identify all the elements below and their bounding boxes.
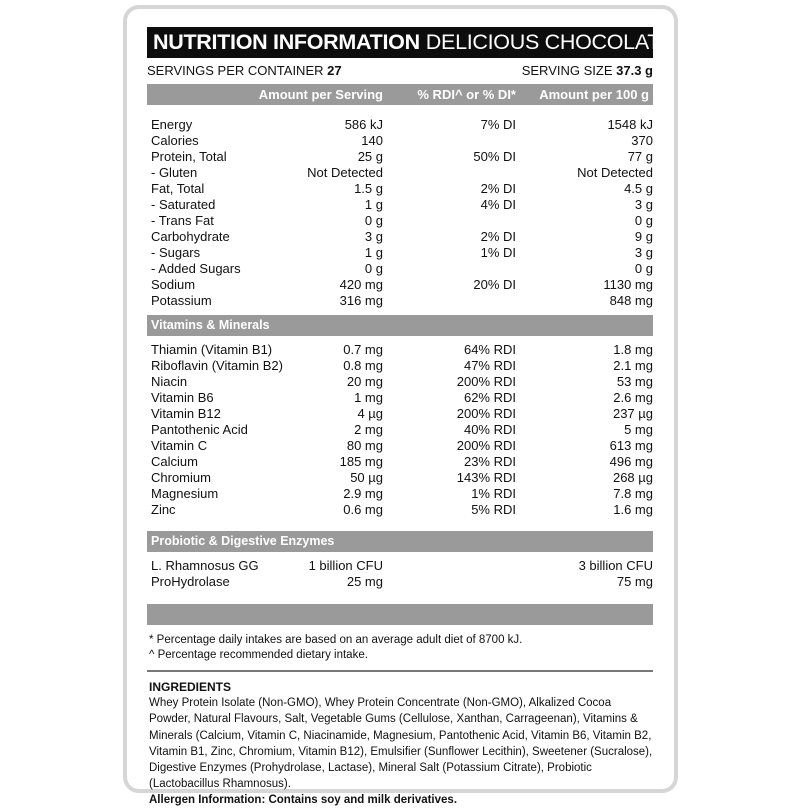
nutrient-name: Protein, Total (151, 149, 227, 164)
rdi-percent: 5% RDI (471, 502, 516, 517)
nutrition-panel (123, 5, 678, 807)
rdi-percent: 143% RDI (456, 470, 516, 485)
amount-per-serving: 0.6 mg (343, 502, 383, 517)
nutrient-row (147, 181, 653, 197)
amount-per-100g: 5 mg (624, 422, 653, 437)
vitamin-row (147, 470, 653, 486)
amount-per-100g: 0 g (634, 213, 653, 228)
amount-per-100g: 3 billion CFU (578, 558, 653, 573)
nutrient-name: Calories (151, 133, 199, 148)
amount-per-serving: 1 g (364, 245, 383, 260)
nutrient-name: Zinc (151, 502, 176, 517)
amount-per-100g: 613 mg (609, 438, 653, 453)
probiotic-section-header: Probiotic & Digestive Enzymes (147, 531, 653, 552)
serving-size-label: SERVING SIZE (521, 63, 613, 78)
footnotes (147, 633, 653, 662)
amount-per-serving: 1 billion CFU (308, 558, 383, 573)
rdi-percent: 23% RDI (463, 454, 516, 469)
nutrient-name: Fat, Total (151, 181, 205, 196)
nutrient-name: Calcium (151, 454, 198, 469)
probiotic-table (147, 558, 653, 590)
nutrient-name: Pantothenic Acid (151, 422, 248, 437)
nutrient-name: Thiamin (Vitamin B1) (151, 342, 273, 357)
nutrient-row (147, 261, 653, 277)
amount-per-serving: 586 kJ (344, 117, 383, 132)
rdi-percent: 20% DI (473, 277, 516, 292)
nutrient-name: Sodium (151, 277, 196, 292)
amount-per-serving: 2.9 mg (343, 486, 383, 501)
rdi-percent: 1% DI (480, 245, 516, 260)
nutrient-row (147, 133, 653, 149)
amount-per-serving: 0 g (364, 213, 383, 228)
amount-per-100g: 3 g (634, 245, 653, 260)
nutrient-name: - Saturated (151, 197, 216, 212)
amount-per-serving: 2 mg (354, 422, 383, 437)
amount-per-100g: 53 mg (616, 374, 653, 389)
amount-per-serving: 50 µg (350, 470, 383, 485)
nutrient-row (147, 229, 653, 245)
col-header-rdi: % RDI^ or % DI* (417, 87, 516, 102)
amount-per-100g: 1130 mg (603, 277, 653, 292)
nutrient-name: Chromium (151, 470, 211, 485)
nutrient-name: - Sugars (151, 245, 201, 260)
amount-per-serving: 1 g (364, 197, 383, 212)
amount-per-serving: 4 µg (357, 406, 383, 421)
nutrient-name: - Trans Fat (151, 213, 214, 228)
vitamin-row (147, 486, 653, 502)
amount-per-serving: 25 mg (346, 574, 383, 589)
rdi-percent: 4% DI (480, 197, 516, 212)
nutrient-row (147, 245, 653, 261)
nutrient-row (147, 117, 653, 133)
vitamin-row (147, 358, 653, 374)
vitamins-table (147, 342, 653, 518)
amount-per-serving: 25 g (357, 149, 383, 164)
amount-per-100g: 1548 kJ (607, 117, 653, 132)
amount-per-100g: 9 g (634, 229, 653, 244)
nutrient-name: L. Rhamnosus GG (151, 558, 259, 573)
divider (147, 670, 653, 672)
rdi-percent: 200% RDI (456, 374, 516, 389)
col-header-per-serving: Amount per Serving (258, 87, 383, 102)
nutrient-row (147, 149, 653, 165)
nutrient-name: - Gluten (151, 165, 198, 180)
probiotic-row (147, 574, 653, 590)
nutrient-row (147, 213, 653, 229)
amount-per-100g: 1.6 mg (613, 502, 653, 517)
title-bold: NUTRITION INFORMATION (153, 30, 420, 54)
amount-per-100g: 7.8 mg (613, 486, 653, 501)
nutrient-name: Magnesium (151, 486, 219, 501)
ingredients-text: Whey Protein Isolate (Non-GMO), Whey Protein Concentrate (Non-GMO), Alkalized Cocoa Powder, Natural Flavours, Salt, Vegetable Gums (Cellulose, Xanthan, Carrageenan), Vitamins & Minerals (Calcium, Vitamin C, Niacinamide, Magnesium, Pantothenic Acid, Vitamin B6, Vitamin B2, Vitamin B1, Zinc, Chromium, Vitamin B12), Emulsifier (Sunflower Lecithin), Sweetener (Sucralose), Digestive Enzymes (Prohydrolase, Lactase), Mineral Salt (Potassium Citrate), Probiotic (Lactobacillus Rhamnosus). (149, 697, 653, 791)
amount-per-serving: 20 mg (346, 374, 383, 389)
title-bar (147, 27, 675, 58)
blank-section-bar (147, 604, 653, 625)
serving-size-value: 37.3 g (616, 63, 653, 78)
amount-per-serving: 0.8 mg (343, 358, 383, 373)
amount-per-100g: 2.6 mg (613, 390, 653, 405)
col-header-per-100g: Amount per 100 g (539, 87, 649, 102)
vitamin-row (147, 342, 653, 358)
amount-per-100g: 1.8 mg (613, 342, 653, 357)
rdi-percent: 47% RDI (463, 358, 516, 373)
serving-info (147, 63, 653, 79)
rdi-percent: 2% DI (480, 229, 516, 244)
amount-per-100g: 4.5 g (624, 181, 653, 196)
servings-per-container (147, 63, 342, 79)
amount-per-100g: 77 g (627, 149, 653, 164)
rdi-percent: 62% RDI (463, 390, 516, 405)
amount-per-serving: Not Detected (307, 165, 383, 180)
nutrient-name: Niacin (151, 374, 188, 389)
vitamin-row (147, 406, 653, 422)
amount-per-serving: 0.7 mg (343, 342, 383, 357)
rdi-percent: 50% DI (473, 149, 516, 164)
panel-content (147, 27, 675, 809)
rdi-percent: 200% RDI (456, 438, 516, 453)
vitamins-section-header: Vitamins & Minerals (147, 315, 653, 336)
rdi-percent: 40% RDI (463, 422, 516, 437)
vitamin-row (147, 454, 653, 470)
amount-per-serving: 1 mg (354, 390, 383, 405)
ingredients-block (147, 679, 653, 809)
nutrient-row (147, 293, 653, 309)
amount-per-serving: 0 g (364, 261, 383, 276)
amount-per-serving: 1.5 g (354, 181, 383, 196)
column-header-bar (147, 84, 653, 105)
nutrient-name: Riboflavin (Vitamin B2) (151, 358, 283, 373)
amount-per-serving: 316 mg (339, 293, 383, 308)
servings-label: SERVINGS PER CONTAINER (147, 63, 324, 78)
rdi-percent: 64% RDI (463, 342, 516, 357)
title-flavour: DELICIOUS CHOCOLATE (425, 30, 675, 54)
nutrient-table (147, 117, 653, 309)
amount-per-100g: 0 g (634, 261, 653, 276)
footnote-di: * Percentage daily intakes are based on an average adult diet of 8700 kJ. (149, 634, 523, 646)
nutrient-name: - Added Sugars (151, 261, 241, 276)
allergen-info: Allergen Information: Contains soy and milk derivatives. (149, 794, 458, 807)
amount-per-serving: 185 mg (339, 454, 383, 469)
amount-per-100g: 237 µg (612, 406, 653, 421)
amount-per-100g: 2.1 mg (613, 358, 653, 373)
rdi-percent: 7% DI (480, 117, 516, 132)
nutrient-name: Vitamin B12 (151, 406, 221, 421)
amount-per-100g: 75 mg (616, 574, 653, 589)
nutrient-name: Energy (151, 117, 193, 132)
nutrient-name: Vitamin B6 (151, 390, 214, 405)
nutrient-row (147, 165, 653, 181)
nutrient-row (147, 197, 653, 213)
servings-value: 27 (327, 63, 342, 78)
vitamin-row (147, 438, 653, 454)
nutrient-name: Carbohydrate (151, 229, 230, 244)
nutrient-name: Potassium (151, 293, 212, 308)
amount-per-100g: Not Detected (577, 165, 653, 180)
footnote-rdi: ^ Percentage recommended dietary intake. (149, 648, 368, 661)
nutrient-row (147, 277, 653, 293)
amount-per-100g: 370 (631, 133, 653, 148)
amount-per-100g: 496 mg (609, 454, 653, 469)
amount-per-100g: 848 mg (609, 293, 653, 308)
vitamin-row (147, 374, 653, 390)
amount-per-serving: 420 mg (339, 277, 383, 292)
amount-per-serving: 140 (361, 133, 383, 148)
nutrient-name: Vitamin C (151, 438, 208, 453)
rdi-percent: 200% RDI (456, 406, 516, 421)
serving-size (522, 63, 653, 79)
ingredients-heading: INGREDIENTS (149, 680, 232, 694)
vitamin-row (147, 502, 653, 518)
vitamin-row (147, 422, 653, 438)
amount-per-100g: 268 µg (612, 470, 653, 485)
rdi-percent: 2% DI (480, 181, 516, 196)
nutrient-name: ProHydrolase (151, 574, 230, 589)
rdi-percent: 1% RDI (471, 486, 516, 501)
probiotic-row (147, 558, 653, 574)
amount-per-serving: 80 mg (346, 438, 383, 453)
amount-per-serving: 3 g (364, 229, 383, 244)
vitamin-row (147, 390, 653, 406)
amount-per-100g: 3 g (634, 197, 653, 212)
